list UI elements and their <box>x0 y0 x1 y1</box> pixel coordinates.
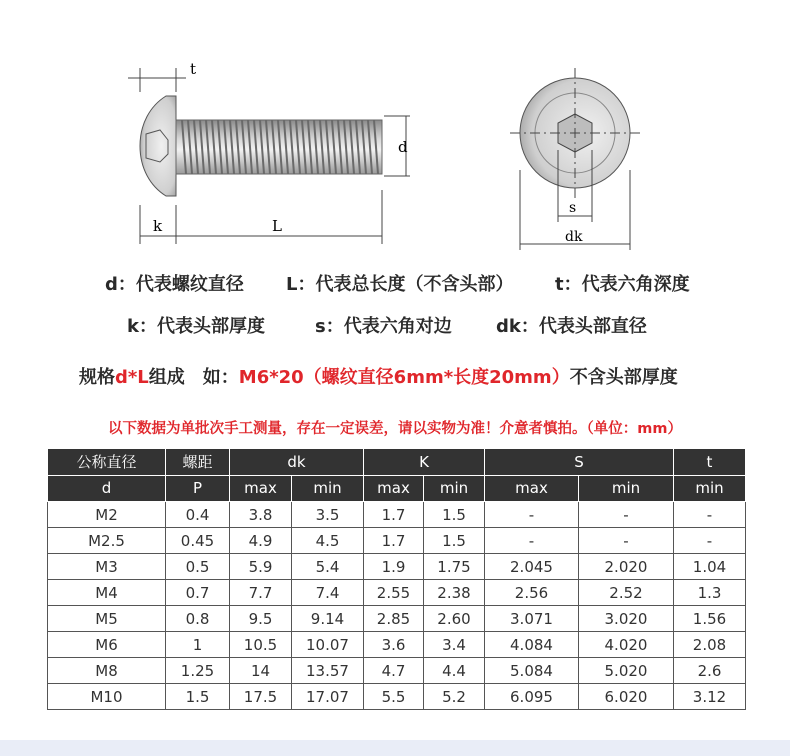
spec-format-line <box>79 363 678 389</box>
legend-d: d：代表螺纹直径 <box>105 274 244 295</box>
screw-head-front <box>510 68 640 200</box>
table-cell: 1 <box>166 632 230 658</box>
subheader-d: d <box>48 476 166 502</box>
table-cell: 3.020 <box>579 606 674 632</box>
table-cell: 9.14 <box>292 606 364 632</box>
label-s: s <box>569 200 577 216</box>
table-cell: M5 <box>48 606 166 632</box>
subheader-s-max: max <box>485 476 579 502</box>
table-cell: 2.60 <box>424 606 485 632</box>
table-cell: M2 <box>48 502 166 528</box>
table-cell: 1.5 <box>424 502 485 528</box>
table-cell: - <box>579 528 674 554</box>
table-cell: 6.020 <box>579 684 674 710</box>
table-cell: 0.4 <box>166 502 230 528</box>
table-row <box>48 528 746 554</box>
table-cell: 3.4 <box>424 632 485 658</box>
spec-table <box>47 448 746 710</box>
table-row <box>48 632 746 658</box>
table-cell: 6.095 <box>485 684 579 710</box>
table-cell: 17.07 <box>292 684 364 710</box>
table-cell: M3 <box>48 554 166 580</box>
table-cell: 2.020 <box>579 554 674 580</box>
spec-prefix: 规格 <box>79 367 115 388</box>
measurement-notice: 以下数据为单批次手工测量，存在一定误差，请以实物为准！介意者慎拍。（单位：mm） <box>108 421 682 437</box>
table-cell: 17.5 <box>230 684 292 710</box>
screw-technical-drawing <box>0 0 790 260</box>
table-cell: 1.3 <box>674 580 746 606</box>
table-cell: 7.4 <box>292 580 364 606</box>
table-cell: 1.5 <box>166 684 230 710</box>
table-cell: 4.7 <box>364 658 424 684</box>
table-cell: 0.8 <box>166 606 230 632</box>
label-dk: dk <box>565 229 583 245</box>
table-cell: 1.04 <box>674 554 746 580</box>
label-k: k <box>153 217 163 235</box>
table-row <box>48 658 746 684</box>
table-cell: 0.5 <box>166 554 230 580</box>
table-cell: 1.7 <box>364 528 424 554</box>
legend-k: k：代表头部厚度 <box>127 316 265 337</box>
table-cell: - <box>485 528 579 554</box>
col-header-s: S <box>485 449 674 476</box>
table-cell: - <box>674 502 746 528</box>
legend-s: s：代表六角对边 <box>315 316 452 337</box>
table-row <box>48 554 746 580</box>
table-cell: 4.084 <box>485 632 579 658</box>
table-cell: 1.56 <box>674 606 746 632</box>
table-cell: 4.5 <box>292 528 364 554</box>
col-header-k: K <box>364 449 485 476</box>
col-header-pitch: 螺距 <box>166 449 230 476</box>
legend-t: t：代表六角深度 <box>555 274 690 295</box>
table-cell: 2.6 <box>674 658 746 684</box>
subheader-t-min: min <box>674 476 746 502</box>
table-cell: M8 <box>48 658 166 684</box>
subheader-k-max: max <box>364 476 424 502</box>
table-row <box>48 606 746 632</box>
col-header-t: t <box>674 449 746 476</box>
subheader-p: P <box>166 476 230 502</box>
table-subheader-row <box>48 476 746 502</box>
table-cell: M2.5 <box>48 528 166 554</box>
table-cell: M10 <box>48 684 166 710</box>
table-cell: - <box>674 528 746 554</box>
table-cell: 2.55 <box>364 580 424 606</box>
spec-highlight: d*L <box>115 367 149 388</box>
table-cell: 10.07 <box>292 632 364 658</box>
label-L: L <box>272 217 282 235</box>
table-cell: 2.56 <box>485 580 579 606</box>
bottom-bar <box>0 740 790 756</box>
table-cell: - <box>485 502 579 528</box>
table-cell: 2.045 <box>485 554 579 580</box>
label-t: t <box>190 60 197 78</box>
legend-dk: dk：代表头部直径 <box>496 316 647 337</box>
table-cell: 1.25 <box>166 658 230 684</box>
table-cell: 5.9 <box>230 554 292 580</box>
table-cell: 3.071 <box>485 606 579 632</box>
subheader-s-min: min <box>579 476 674 502</box>
legend-L: L：代表总长度（不含头部） <box>286 274 514 295</box>
table-cell: 1.5 <box>424 528 485 554</box>
table-cell: - <box>579 502 674 528</box>
spec-suffix: 不含头部厚度 <box>569 367 678 388</box>
col-header-nominal: 公称直径 <box>48 449 166 476</box>
screw-shank <box>176 120 382 174</box>
table-cell: 14 <box>230 658 292 684</box>
table-cell: M4 <box>48 580 166 606</box>
table-cell: 0.45 <box>166 528 230 554</box>
table-cell: 4.020 <box>579 632 674 658</box>
table-cell: 3.6 <box>364 632 424 658</box>
table-cell: 3.5 <box>292 502 364 528</box>
table-cell: 9.5 <box>230 606 292 632</box>
table-row <box>48 684 746 710</box>
table-cell: 5.084 <box>485 658 579 684</box>
table-cell: 5.4 <box>292 554 364 580</box>
table-cell: 2.08 <box>674 632 746 658</box>
subheader-dk-max: max <box>230 476 292 502</box>
table-cell: 2.85 <box>364 606 424 632</box>
table-cell: 7.7 <box>230 580 292 606</box>
table-cell: 13.57 <box>292 658 364 684</box>
table-cell: 0.7 <box>166 580 230 606</box>
table-cell: 4.9 <box>230 528 292 554</box>
spec-middle: 组成 如： <box>148 367 239 388</box>
subheader-dk-min: min <box>292 476 364 502</box>
label-d: d <box>398 138 408 156</box>
table-cell: 5.2 <box>424 684 485 710</box>
table-cell: 2.38 <box>424 580 485 606</box>
table-cell: 3.8 <box>230 502 292 528</box>
screw-head-side <box>140 96 176 196</box>
subheader-k-min: min <box>424 476 485 502</box>
table-cell: 5.020 <box>579 658 674 684</box>
table-cell: 2.52 <box>579 580 674 606</box>
table-cell: 1.9 <box>364 554 424 580</box>
table-cell: 10.5 <box>230 632 292 658</box>
table-row <box>48 580 746 606</box>
col-header-dk: dk <box>230 449 364 476</box>
table-row <box>48 502 746 528</box>
table-cell: 4.4 <box>424 658 485 684</box>
table-cell: 1.7 <box>364 502 424 528</box>
table-cell: 5.5 <box>364 684 424 710</box>
spec-example: M6*20（螺纹直径6mm*长度20mm） <box>238 367 570 388</box>
table-cell: M6 <box>48 632 166 658</box>
table-cell: 3.12 <box>674 684 746 710</box>
table-cell: 1.75 <box>424 554 485 580</box>
table-header-row <box>48 449 746 476</box>
